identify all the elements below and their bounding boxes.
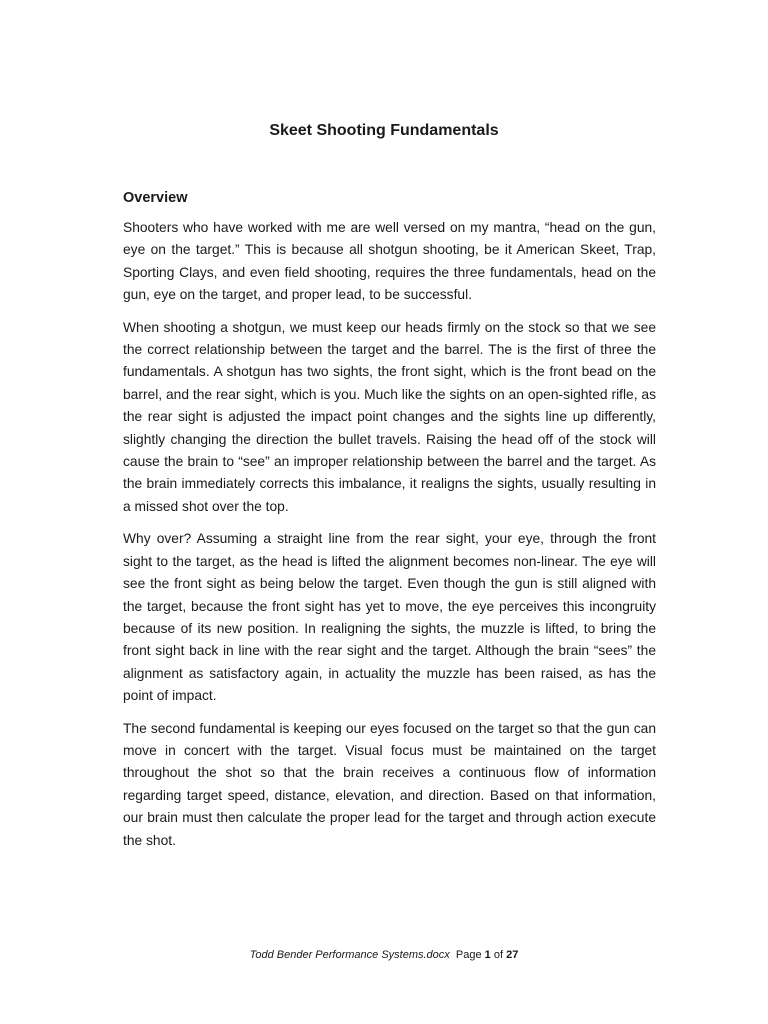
footer-document-name: Todd Bender Performance Systems.docx bbox=[249, 949, 450, 961]
paragraph-3: Why over? Assuming a straight line from the rear sight, your eye, through the front sight to the target, as the head is lifted the alignment becomes non-linear. The eye will see the front sight as being below the target. Even though the gun is still aligned with the target, because the front sight has yet to move, the eye perceives this incongruity because of its new position. In realigning the sights, the muzzle is lifted, to bring the front sight back in line with the rear sight and the target. Although the brain “sees” the alignment as satisfactory again, in actuality the muzzle has been raised, as has the point of impact. bbox=[123, 531, 656, 704]
footer-page-total: 27 bbox=[506, 949, 519, 961]
paragraph-1: Shooters who have worked with me are well versed on my mantra, “head on the gun, eye on the target.” This is because all shotgun shooting, be it American Skeet, Trap, Sporting Clays, and even field shooting, requires the three fundamentals, head on the gun, eye on the target, and proper lead, to be successful. bbox=[123, 220, 656, 303]
footer-page-label: Page bbox=[455, 949, 482, 961]
paragraph-2: When shooting a shotgun, we must keep our heads firmly on the stock so that we see the correct relationship between the target and the barrel. The is the first of three the fundamentals. A shotgun has two sights, the front sight, which is the front bead on the barrel, and the rear sight, which is you. Much like the sights on an open-sighted rifle, as the rear sight is adjusted the impact point changes and the sights line up differently, slightly changing the direction the bullet travels. Raising the head off of the stock will cause the brain to “see” an improper relationship between the barrel and the target. As the brain immediately corrects this imbalance, it realigns the sights, usually resulting in a missed shot over the top. bbox=[123, 319, 656, 514]
document-title: Skeet Shooting Fundamentals bbox=[269, 122, 499, 139]
footer-of-label: of bbox=[493, 949, 504, 961]
paragraph-4: The second fundamental is keeping our eyes focused on the target so that the gun can move in concert with the target. Visual focus must be maintained on the target throughout the shot so that the brain receives a continuous flow of information regarding target speed, distance, elevation, and direction. Based on that information, our brain must then calculate the proper lead for the target and through action execute the shot. bbox=[123, 720, 656, 848]
page-footer bbox=[0, 947, 768, 963]
section-heading-overview: Overview bbox=[123, 190, 188, 206]
document-body bbox=[123, 187, 656, 862]
footer-page-number: 1 bbox=[484, 949, 491, 961]
